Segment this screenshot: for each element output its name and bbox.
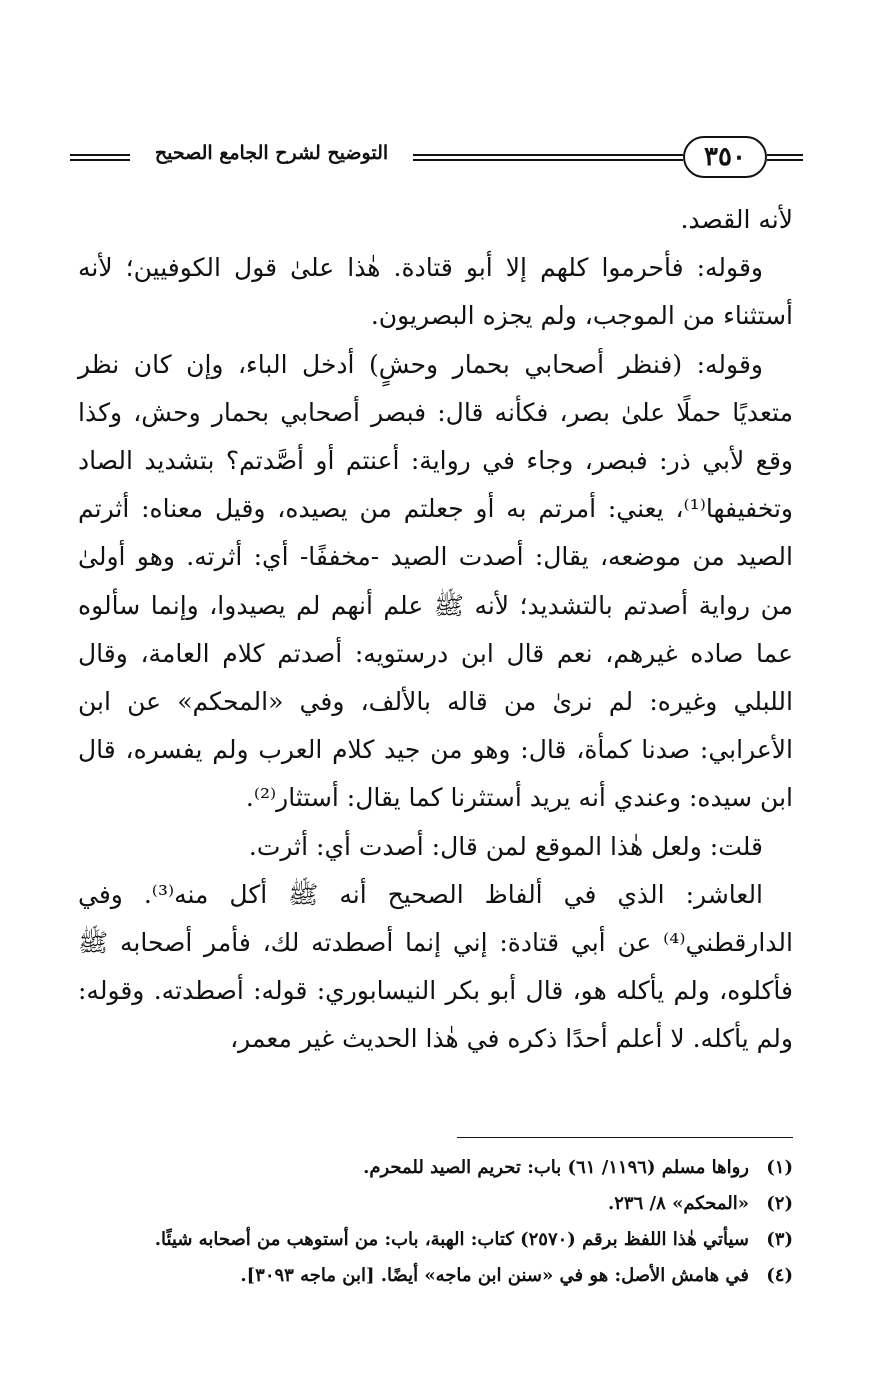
paragraph: لأنه القصد. (680, 205, 793, 234)
header-rule (70, 154, 130, 161)
page-number: ٣٥٠ (683, 136, 767, 178)
footnote-text: رواها مسلم (١١٩٦/ ٦١) باب: تحريم الصيد للمحرم. (363, 1157, 749, 1178)
footnote-text: «المحكم» ٨/ ٢٣٦. (607, 1193, 749, 1214)
paragraph: قلت: ولعل هٰذا الموقع لمن قال: أصدت أي: أثرت. (248, 831, 763, 861)
header-rule (413, 154, 683, 161)
footnote (78, 1186, 793, 1222)
main-text (78, 196, 793, 1064)
paragraph: وقوله: فأحرموا كلهم إلا أبو قتادة. هٰذا علىٰ قول الكوفيين؛ لأنه أستثناء من الموجب، ولم يجزه البصريون. (78, 253, 793, 331)
footnote-number: (٣) (766, 1229, 793, 1250)
footnote-text: سيأتي هٰذا اللفظ برقم (٢٥٧٠) كتاب: الهبة، باب: من أستوهب من أصحابه شيئًا. (154, 1229, 749, 1250)
footnote-separator (457, 1137, 793, 1138)
running-header (70, 128, 803, 184)
paragraph: العاشر: الذي في ألفاظ الصحيح أنه ﷺ أكل منه⁽³⁾. وفي الدارقطني⁽⁴⁾ عن أبي قتادة: إني إنما أصطدته لك، فأمر أصحابه ﷺ فأكلوه، ولم يأكله هو، قال أبو بكر النيسابوري: قوله: أصطدته. وقوله: ولم يأكله. لا أعلم أحدًا ذكره في هٰذا الحديث غير معمر، (78, 879, 793, 1054)
footnote-text: في هامش الأصل: هو في «سنن ابن ماجه» أيضًا. [ابن ماجه ٣٠٩٣]. (240, 1265, 749, 1286)
footnote (78, 1258, 793, 1294)
footnotes (78, 1150, 793, 1294)
header-rule (767, 154, 803, 161)
paragraph: وقوله: (فنظر أصحابي بحمار وحشٍ) أدخل الباء، وإن كان نظر متعديًا حملًا علىٰ بصر، فكأنه قال: فبصر أصحابي بحمار وحش، وكذا وقع لأبي ذر: فبصر، وجاء في رواية: أعنتم أو أصَّدتم؟ بتشديد الصاد وتخفيفها⁽¹⁾، يعني: أمرتم به أو جعلتم من يصيده، وقيل معناه: أثرتم الصيد من موضعه، يقال: أصدت الصيد -مخففًا- أي: أثرته. وهو أولىٰ من رواية أصدتم بالتشديد؛ لأنه ﷺ علم أنهم لم يصيدوا، وإنما سألوه عما صاده غيرهم، نعم قال ابن درستويه: أصدتم كلام العامة، وقال اللبلي وغيره: لم نرىٰ من قاله بالألف، وفي «المحكم» عن ابن الأعرابي: صدنا كمأة، قال: وهو من جيد كلام العرب ولم يفسره، قال ابن سيده: وعندي أنه يريد أستثرنا كما يقال: أستثار⁽²⁾. (78, 349, 793, 813)
footnote (78, 1222, 793, 1258)
footnote-number: (٢) (766, 1193, 793, 1214)
footnote-number: (١) (766, 1157, 793, 1178)
footnote (78, 1150, 793, 1186)
footnote-number: (٤) (766, 1265, 793, 1286)
running-title: التوضيح لشرح الجامع الصحيح (154, 142, 389, 164)
